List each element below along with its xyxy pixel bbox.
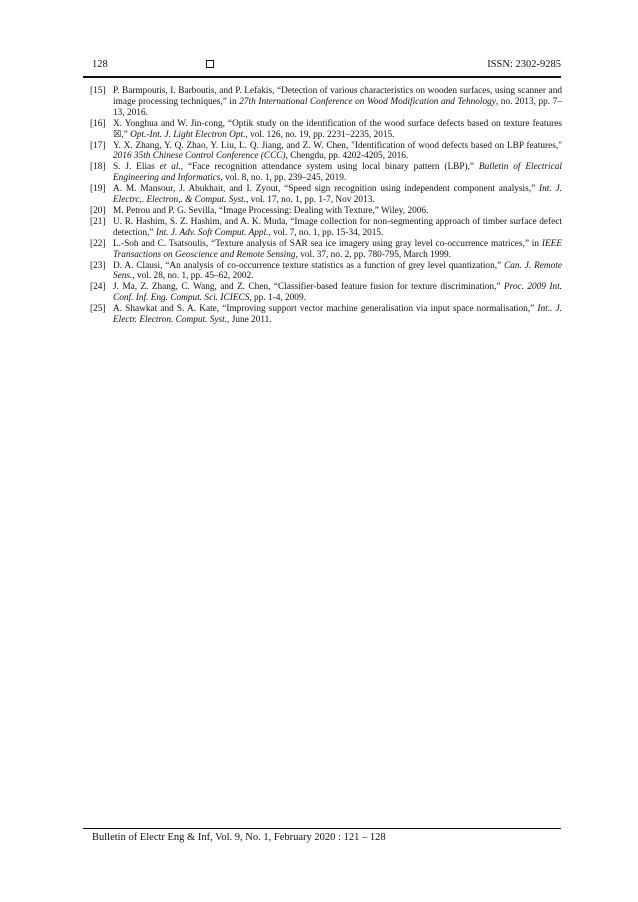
reference-text: , vol. 28, no. 1, pp. 45–62, 2002. [132,271,254,282]
reference-number: [15] [90,86,106,96]
reference-text: , vol. 37, no. 2, pp. 780-795, March 1999. [295,249,452,260]
reference-text: , vol. 7, no. 1, pp. 15-34, 2015. [268,227,384,238]
reference-text: , Chengdu, pp. 4202-4205, 2016. [285,151,409,162]
reference-number: [25] [90,304,106,315]
reference-italic-text: Int.. J. Electr. Electron. Comput. Syst. [113,304,562,326]
reference-number: [16] [90,118,106,129]
reference-text: , vol. 17, no. 1, pp. 1-7, Nov 2013. [246,195,375,206]
references-list [90,86,562,326]
reference-text: , no. 2013, pp. 7–13, 2016. [113,96,562,118]
reference-text: J. Ma, Z. Zhang, C. Wang, and Z. Chen, “Classifier-based feature fusion for texture discrimination,” [113,282,504,293]
reference-text: L.-Soh and C. Tsatsoulis, “Texture analysis of SAR sea ice imagery using gray level co-occurrence matrices,” in [113,238,542,249]
reference-number: [22] [90,238,106,249]
issn-label: ISSN: 2302-9285 [487,59,561,70]
reference-text: P. Barmpoutis, I. Barboutis, and P. Lefakis, “Detection of various characteristics on wooden surfaces, using scanner and image processing techniques,” in [113,86,562,107]
reference-entry [90,217,562,239]
reference-text: , vol. 126, no. 19, pp. 2231–2235, 2015. [245,129,395,140]
footer-rule [83,828,561,829]
reference-italic-text: Int. J. Adv. Soft Comput. Appl. [155,227,269,238]
reference-italic-text: Int. J. Electrc,. Electron,. & Comput. Syst. [113,184,562,206]
reference-entry [90,184,562,206]
reference-text: A. Shawkat and S. A. Kate, “Improving support vector machine generalisation via input space normalisation,” [113,304,538,315]
reference-number: [20] [90,205,106,216]
reference-italic-text: Proc. 2009 Int. Conf. Inf. Eng. Comput. Sci. ICIECS [113,282,562,304]
reference-number: [24] [90,282,106,293]
reference-text: X. Yonghua and W. Jin-cong, “Optik study on the identification of the wood surface defects based on texture features ☒,” [113,118,562,140]
header-rule [83,76,561,78]
reference-number: [17] [90,140,106,151]
reference-italic-text: IEEE Transactions on Geoscience and Remote Sensing [113,238,562,260]
reference-text: , pp. 1-4, 2009. [249,293,306,304]
reference-italic-text: Can. J. Remote Sens. [113,260,562,282]
reference-entry [90,304,562,326]
reference-entry [90,239,562,261]
reference-text: , June 2011. [227,315,272,326]
reference-entry [90,141,562,163]
reference-italic-text: 2016 35th Chinese Control Conference (CCC) [113,151,286,162]
reference-italic-text: Bulletin of Electrical Engineering and Informatics [113,162,562,184]
reference-entry [90,162,562,184]
reference-text: , vol. 8, no. 1, pp. 239–245, 2019. [220,173,347,184]
reference-number: [21] [90,216,106,227]
reference-text: M. Petrou and P. G. Sevilla, “Image Processing: Dealing with Texture,” Wiley, 2006. [113,205,429,216]
reference-number: [23] [90,260,106,271]
reference-entry [90,282,562,304]
reference-text: , “Face recognition attendance system using local binary pattern (LBP),” [180,162,479,173]
reference-italic-text: Opt.-Int. J. Light Electron Opt. [130,129,246,140]
reference-italic-text: 27th International Conference on Wood Modification and Tehnology [239,96,496,107]
reference-text: U. R. Hashim, S. Z. Hashim, and A. K. Muda, “Image collection for non-segmenting approach of timber surface defect detection,” [113,216,562,238]
reference-entry [90,261,562,283]
reference-text: D. A. Clausi, “An analysis of co-occurrence texture statistics as a function of grey level quantization,” [113,260,505,271]
reference-italic-text: et al. [159,162,181,173]
page-footer: Bulletin of Electr Eng & Inf, Vol. 9, No. 1, February 2020 : 121 – 128 [92,832,386,843]
page-header [81,58,563,74]
reference-number: [19] [90,184,106,195]
reference-entry [90,119,562,141]
reference-text: S. J. Elias [113,162,160,173]
page-number: 128 [92,59,108,70]
square-box-icon [206,60,214,68]
reference-text: A. M. Mansour, J. Abukhait, and I. Zyout, “Speed sign recognition using independent component analysis,” [113,184,540,195]
reference-number: [18] [90,162,106,173]
reference-text: Y. X. Zhang, Y. Q. Zhao, Y. Liu, L. Q. Jiang, and Z. W. Chen, "Identification of wood defects based on LBP features," [113,140,562,151]
reference-entry [90,86,562,119]
reference-entry [90,206,562,217]
